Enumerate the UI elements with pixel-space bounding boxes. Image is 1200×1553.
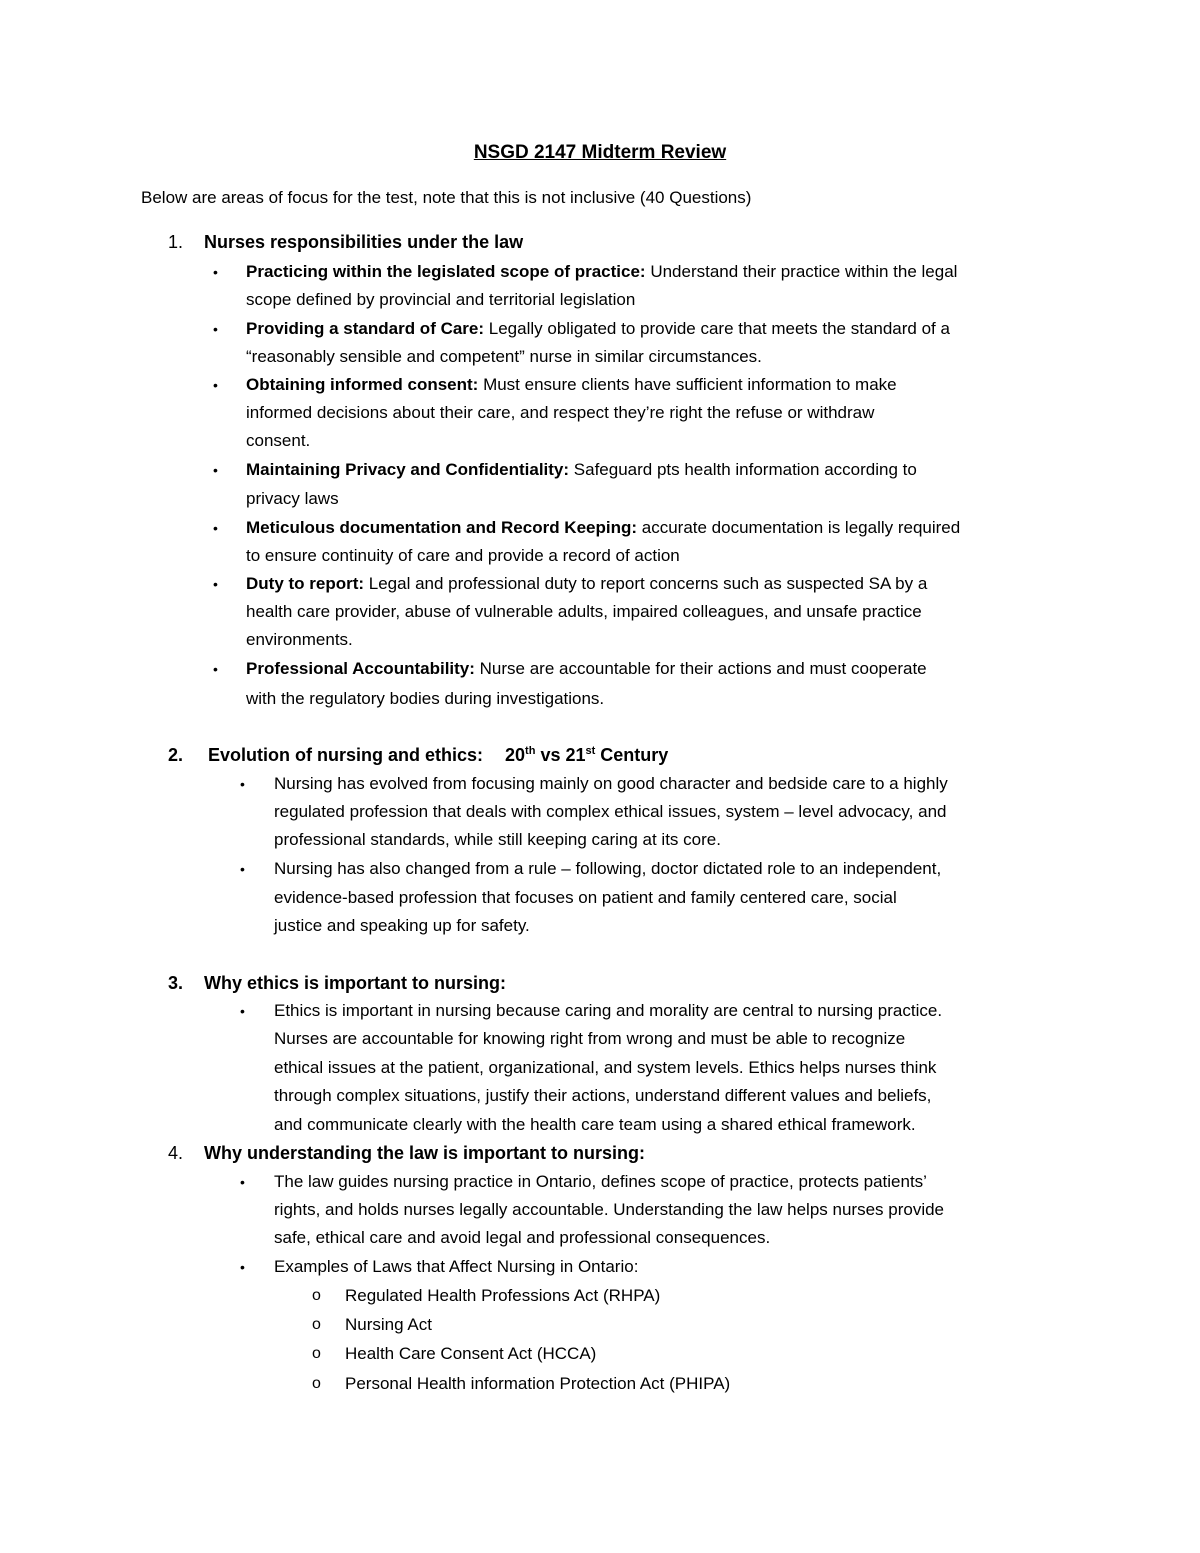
s2-item1-line1: Nursing has evolved from focusing mainly on good character and bedside care to a highly: [274, 774, 948, 793]
s3-item1-line5: and communicate clearly with the health care team using a shared ethical framework.: [274, 1115, 916, 1134]
bullet-marker: •: [213, 520, 218, 536]
s1-item7-line1: Professional Accountability: Nurse are accountable for their actions and must cooperate: [246, 659, 927, 678]
s1-item4-line1: Maintaining Privacy and Confidentiality: Safeguard pts health information according to: [246, 460, 917, 479]
section-4-number: 4.: [168, 1143, 184, 1163]
bullet-marker: •: [240, 776, 245, 792]
s1-item1-line1: Practicing within the legislated scope of practice: Understand their practice within the legal: [246, 262, 958, 281]
s1-item1-line2: scope defined by provincial and territorial legislation: [246, 290, 636, 309]
bullet-marker: •: [213, 661, 218, 677]
page-title: NSGD 2147 Midterm Review: [473, 142, 727, 163]
s3-item1-line1: Ethics is important in nursing because caring and morality are central to nursing practice.: [274, 1001, 943, 1020]
s1-item6-label: Duty to report:: [246, 574, 365, 593]
bullet-marker: •: [213, 264, 218, 280]
section-3-number: 3.: [168, 973, 184, 993]
bullet-marker: •: [213, 576, 218, 592]
s1-item4-line2: privacy laws: [246, 489, 339, 508]
s4-item2-line1: Examples of Laws that Affect Nursing in Ontario:: [274, 1257, 639, 1276]
s1-item3-label: Obtaining informed consent:: [246, 375, 479, 394]
bullet-marker: •: [240, 1003, 245, 1019]
s1-item5-line2: to ensure continuity of care and provide a record of action: [246, 546, 680, 565]
s1-item1-label: Practicing within the legislated scope of practice:: [246, 262, 646, 281]
bullet-marker: •: [213, 321, 218, 337]
s4-item1-line1: The law guides nursing practice in Ontario, defines scope of practice, protects patients’: [274, 1172, 927, 1191]
law-item-hcca: Health Care Consent Act (HCCA): [345, 1344, 597, 1363]
s2-item2-line1: Nursing has also changed from a rule – following, doctor dictated role to an independent,: [274, 859, 942, 878]
section-1-heading: Nurses responsibilities under the law: [204, 232, 524, 252]
s1-item4-label: Maintaining Privacy and Confidentiality:: [246, 460, 570, 479]
s1-item3-line3: consent.: [246, 431, 311, 450]
s1-item6-line2: health care provider, abuse of vulnerable adults, impaired colleagues, and unsafe practice: [246, 602, 922, 621]
s1-item5-label: Meticulous documentation and Record Keeping:: [246, 518, 638, 537]
s1-item7-label: Professional Accountability:: [246, 659, 475, 678]
sub-bullet-marker: o: [312, 1375, 321, 1392]
s1-item2-line2: “reasonably sensible and competent” nurse in similar circumstances.: [246, 347, 762, 366]
s1-item6-line3: environments.: [246, 630, 353, 649]
sub-bullet-marker: o: [312, 1316, 321, 1333]
s1-item7-line2: with the regulatory bodies during investigations.: [246, 689, 605, 708]
section-4-heading: Why understanding the law is important to nursing:: [204, 1143, 645, 1163]
s4-item1-line3: safe, ethical care and avoid legal and professional consequences.: [274, 1228, 771, 1247]
bullet-marker: •: [240, 1259, 245, 1275]
s2-item2-line3: justice and speaking up for safety.: [274, 916, 530, 935]
section-2-heading: Evolution of nursing and ethics: 20th vs 21st Century: [208, 745, 669, 765]
section-1-number: 1.: [168, 232, 184, 252]
s3-item1-line2: Nurses are accountable for knowing right from wrong and must be able to recognize: [274, 1029, 906, 1048]
s1-item5-line1: Meticulous documentation and Record Keeping: accurate documentation is legally required: [246, 518, 961, 537]
s2-item2-line2: evidence-based profession that focuses on patient and family centered care, social: [274, 888, 897, 907]
bullet-marker: •: [240, 1174, 245, 1190]
s2-item1-line2: regulated profession that deals with complex ethical issues, system – level advocacy, and: [274, 802, 947, 821]
section-2-number: 2.: [168, 745, 184, 765]
s3-item1-line3: ethical issues at the patient, organizational, and system levels. Ethics helps nurses think: [274, 1058, 937, 1077]
bullet-marker: •: [213, 377, 218, 393]
s1-item6-line1: Duty to report: Legal and professional duty to report concerns such as suspected SA by a: [246, 574, 928, 593]
bullet-marker: •: [213, 462, 218, 478]
s1-item3-line1: Obtaining informed consent: Must ensure clients have sufficient information to make: [246, 375, 897, 394]
law-item-phipa: Personal Health information Protection Act (PHIPA): [345, 1374, 731, 1393]
law-item-nursing-act: Nursing Act: [345, 1315, 432, 1334]
sub-bullet-marker: o: [312, 1287, 321, 1304]
law-item-rhpa: Regulated Health Professions Act (RHPA): [345, 1286, 661, 1305]
bullet-marker: •: [240, 861, 245, 877]
intro-text: Below are areas of focus for the test, note that this is not inclusive (40 Questions): [141, 188, 752, 207]
s4-item1-line2: rights, and holds nurses legally accountable. Understanding the law helps nurses provide: [274, 1200, 945, 1219]
s1-item2-line1: Providing a standard of Care: Legally obligated to provide care that meets the standard of a: [246, 319, 950, 338]
sub-bullet-marker: o: [312, 1345, 321, 1362]
section-3-heading: Why ethics is important to nursing:: [204, 973, 507, 993]
s3-item1-line4: through complex situations, justify their actions, understand different values and beliefs,: [274, 1086, 932, 1105]
s2-item1-line3: professional standards, while still keeping caring at its core.: [274, 830, 721, 849]
s1-item2-label: Providing a standard of Care:: [246, 319, 485, 338]
s1-item3-line2: informed decisions about their care, and respect they’re right the refuse or withdraw: [246, 403, 875, 422]
